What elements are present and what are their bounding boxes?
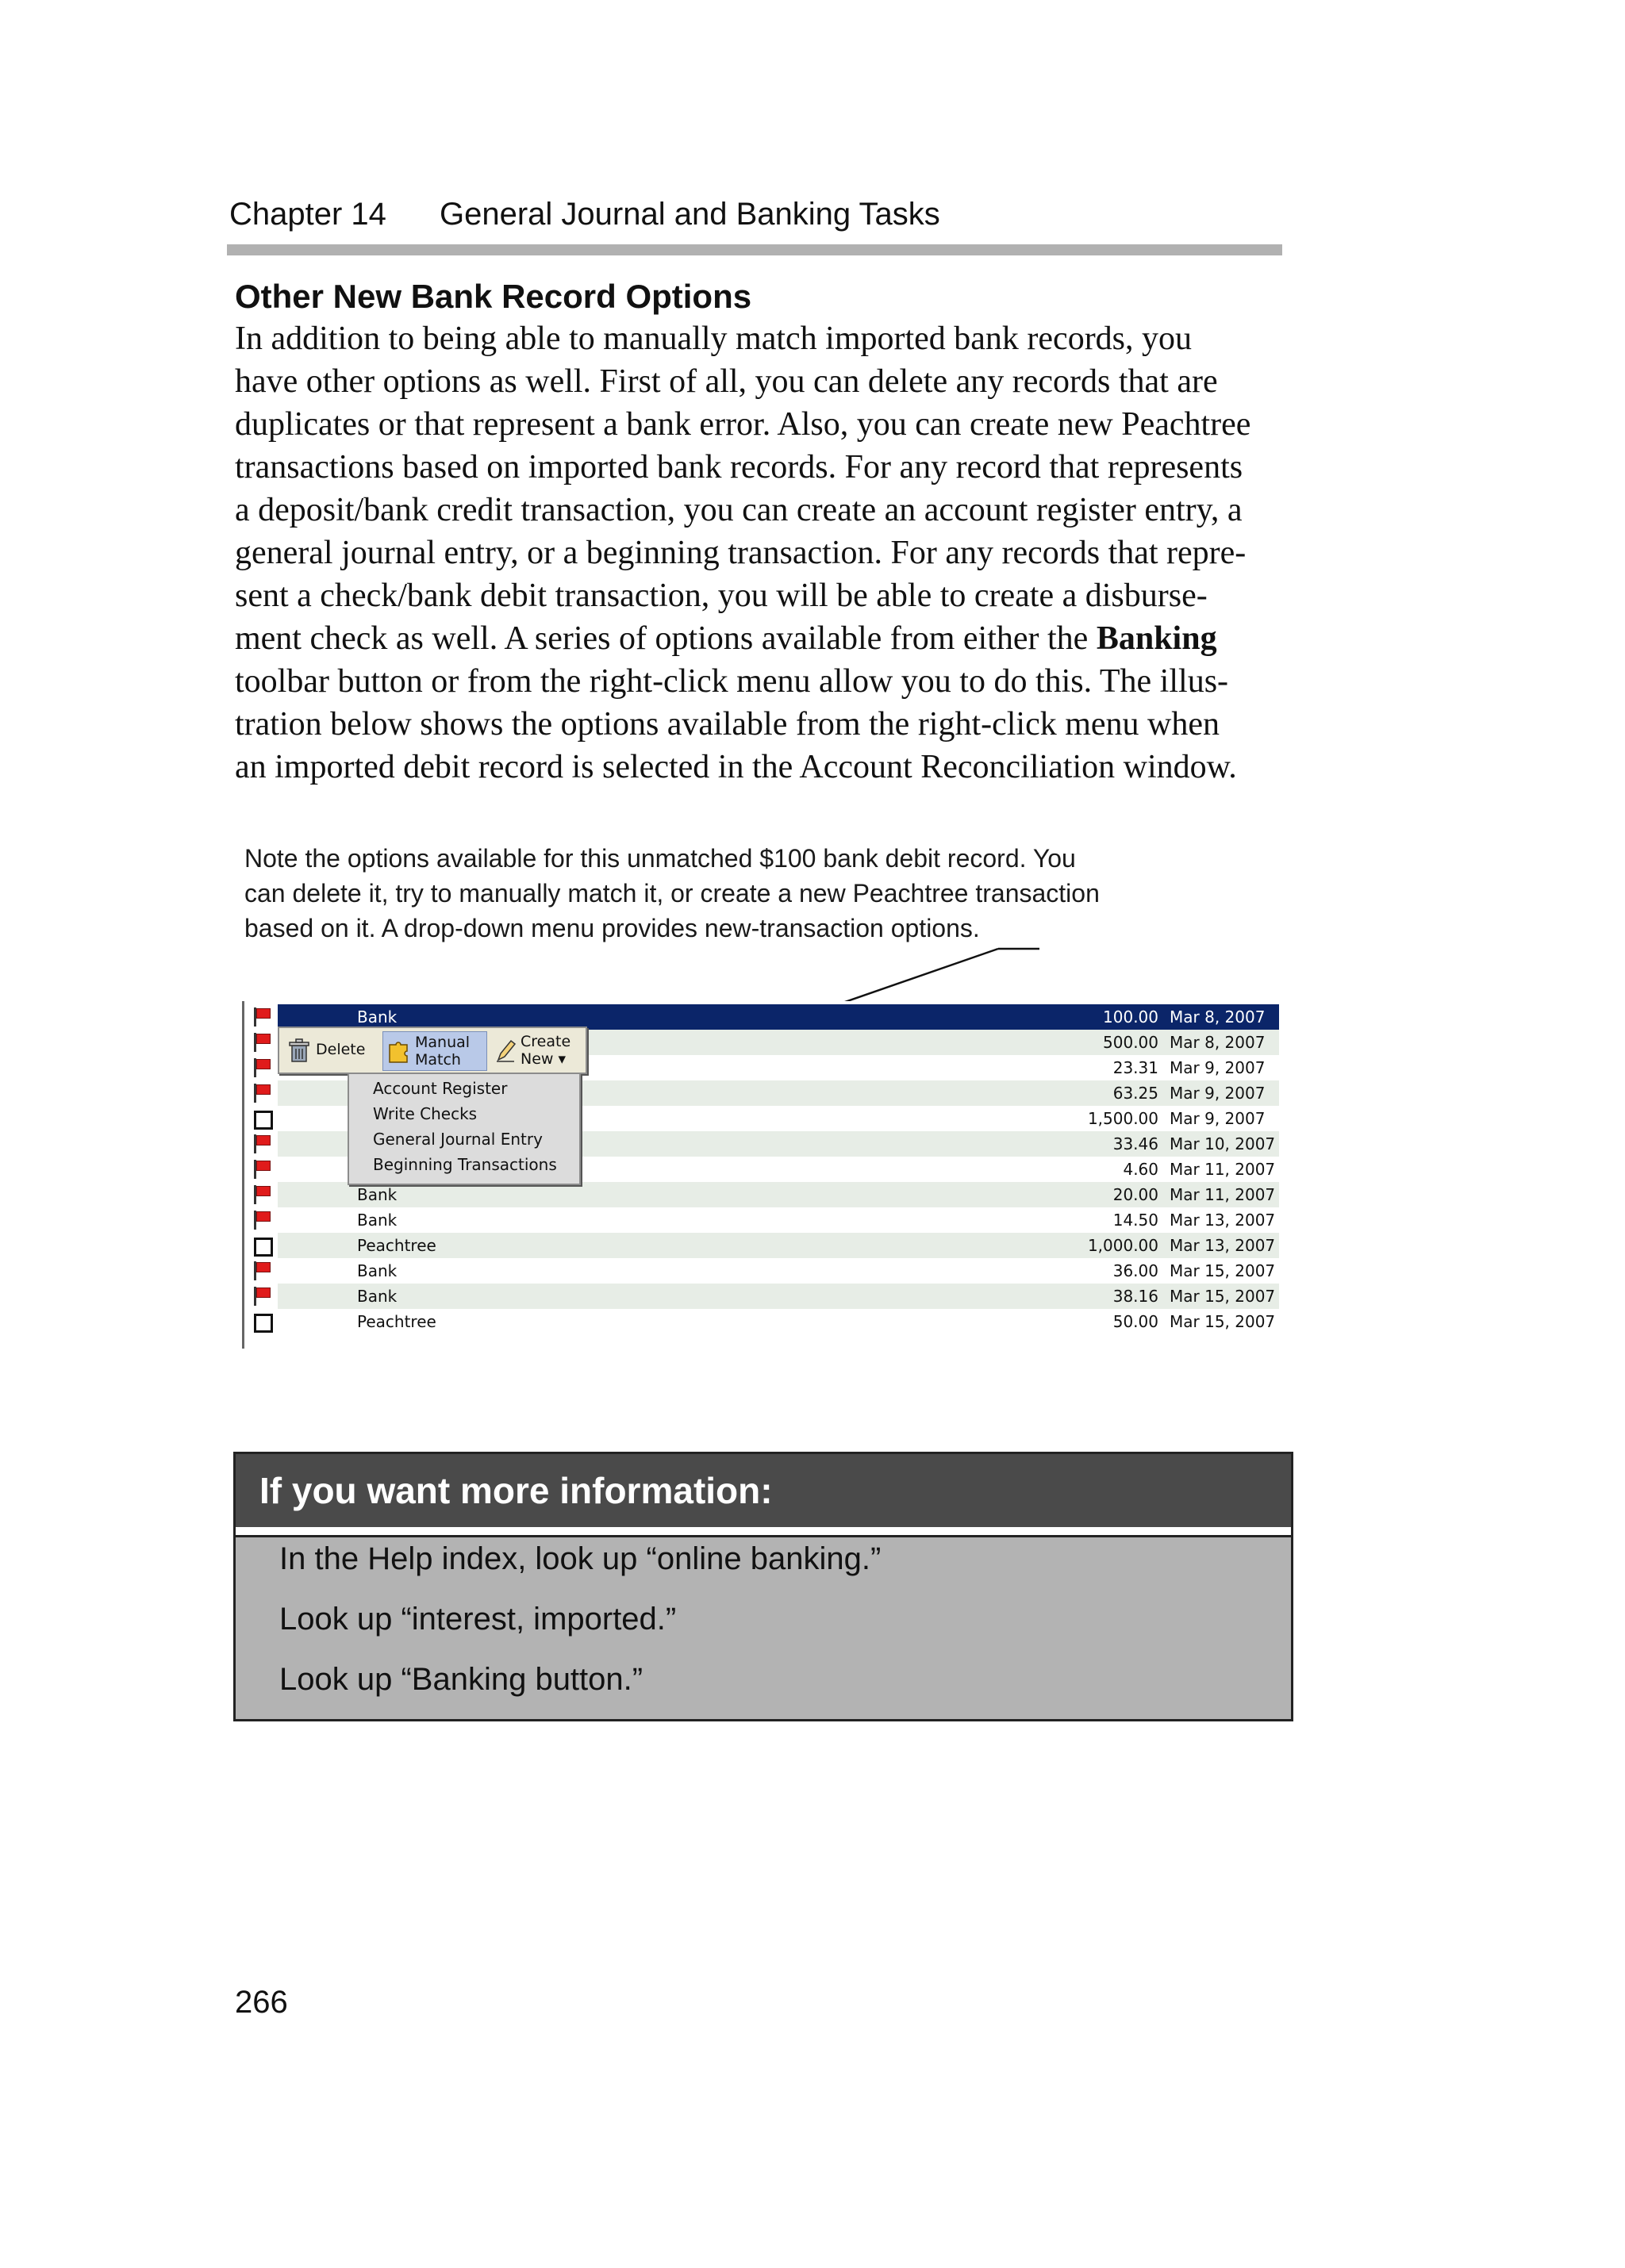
banking-term: Banking [1096,620,1217,657]
more-info-header [236,1454,1291,1527]
manual-match-line1: Manual [415,1034,471,1051]
row-description: Bank [357,1185,398,1204]
body-line: In addition to being able to manually match imported bank records, you [235,320,1193,357]
row-date: Mar 10, 2007 [1170,1134,1276,1153]
row-date: Mar 9, 2007 [1170,1084,1266,1103]
body-line: toolbar button or from the right-click menu allow you to do this. The illus- [235,663,1229,700]
row-date: Mar 8, 2007 [1170,1007,1266,1027]
checkbox-icon[interactable] [252,1236,270,1255]
row-amount: 1,000.00 [1087,1236,1158,1255]
body-line-text: ment check as well. A series of options available from either the [235,620,1097,657]
row-description: Bank [357,1287,398,1306]
create-new-label [521,1033,570,1068]
checkbox-icon[interactable] [252,1312,270,1331]
section-heading: Other New Bank Record Options [235,278,752,315]
create-new-button[interactable] [490,1031,582,1069]
red-flag-icon[interactable] [252,1211,270,1230]
table-row[interactable] [278,1182,1279,1207]
callout-line: based on it. A drop-down menu provides new-transaction options. [244,914,980,942]
row-date: Mar 9, 2007 [1170,1109,1266,1128]
row-amount: 500.00 [1103,1033,1158,1052]
row-date: Mar 15, 2007 [1170,1261,1276,1280]
page-number: 266 [235,1985,288,2020]
trash-icon [287,1038,311,1063]
more-info-heading: If you want more information: [259,1470,773,1511]
delete-button[interactable] [284,1031,378,1069]
red-flag-icon[interactable] [252,1160,270,1179]
row-description: Bank [357,1261,398,1280]
row-date: Mar 8, 2007 [1170,1033,1266,1052]
red-flag-icon[interactable] [252,1007,270,1027]
row-date: Mar 9, 2007 [1170,1058,1266,1077]
red-flag-icon[interactable] [252,1134,270,1153]
red-flag-icon[interactable] [252,1058,270,1077]
body-line: sent a check/bank debit transaction, you will be able to create a disburse- [235,578,1208,614]
row-amount: 50.00 [1112,1312,1158,1331]
row-date: Mar 11, 2007 [1170,1185,1276,1204]
table-row[interactable] [278,1233,1279,1258]
body-line: transactions based on imported bank records. For any record that represents [235,449,1243,485]
body-line: an imported debit record is selected in the Account Reconciliation window. [235,749,1237,785]
body-line: general journal entry, or a beginning transaction. For any records that repre- [235,535,1247,571]
manual-match-label [415,1034,470,1069]
row-amount: 20.00 [1112,1185,1158,1204]
row-amount: 100.00 [1103,1007,1158,1027]
red-flag-icon[interactable] [252,1033,270,1052]
row-description: Peachtree [357,1312,436,1331]
table-row[interactable] [278,1258,1279,1284]
row-description: Peachtree [357,1236,436,1255]
row-amount: 38.16 [1112,1287,1158,1306]
row-amount: 23.31 [1112,1058,1158,1077]
callout-line: can delete it, try to manually match it, or create a new Peachtree transaction [244,879,1100,908]
more-info-box [233,1452,1293,1721]
body-line: a deposit/bank credit transaction, you can create an account register entry, a [235,492,1243,528]
manual-match-button[interactable] [382,1031,487,1071]
more-info-item: In the Help index, look up “online banking.” [279,1541,882,1576]
more-info-divider [236,1527,1291,1537]
table-row[interactable] [278,1309,1279,1334]
table-row[interactable] [278,1207,1279,1233]
menu-item-account-register[interactable]: Account Register [373,1079,508,1098]
row-amount: 14.50 [1112,1211,1158,1230]
context-toolbar [278,1027,587,1074]
body-line: have other options as well. First of all, you can delete any records that are [235,363,1218,400]
row-description: Bank [357,1007,398,1027]
more-info-item: Look up “Banking button.” [279,1662,643,1697]
manual-match-line2: Match [415,1051,461,1069]
create-new-line2: New ▾ [521,1050,567,1068]
create-new-line1: Create [521,1033,571,1050]
row-amount: 63.25 [1112,1084,1158,1103]
menu-item-write-checks[interactable]: Write Checks [373,1104,478,1123]
row-date: Mar 15, 2007 [1170,1312,1276,1331]
puzzle-icon [386,1038,410,1064]
red-flag-icon[interactable] [252,1084,270,1103]
row-amount: 4.60 [1123,1160,1158,1179]
menu-item-beginning-transactions[interactable]: Beginning Transactions [373,1155,557,1174]
red-flag-icon[interactable] [252,1261,270,1280]
row-date: Mar 15, 2007 [1170,1287,1276,1306]
red-flag-icon[interactable] [252,1185,270,1204]
table-row[interactable] [278,1284,1279,1309]
row-date: Mar 13, 2007 [1170,1236,1276,1255]
status-column [241,1001,276,1349]
reconciliation-screenshot [241,1001,1277,1349]
row-description: Bank [357,1211,398,1230]
pencil-icon [494,1038,517,1063]
row-amount: 36.00 [1112,1261,1158,1280]
row-date: Mar 11, 2007 [1170,1160,1276,1179]
callout-line: Note the options available for this unmatched $100 bank debit record. You [244,844,1076,873]
menu-item-general-journal-entry[interactable]: General Journal Entry [373,1130,543,1149]
body-line: duplicates or that represent a bank error. Also, you can create new Peachtree [235,406,1251,443]
red-flag-icon[interactable] [252,1287,270,1306]
create-new-menu [348,1073,581,1185]
delete-label: Delete [316,1041,366,1058]
row-amount: 1,500.00 [1087,1109,1158,1128]
more-info-item: Look up “interest, imported.” [279,1602,677,1637]
running-header-title: General Journal and Banking Tasks [440,197,940,232]
running-header-chapter: Chapter 14 [229,197,386,232]
body-line: tration below shows the options available from the right-click menu when [235,706,1220,743]
row-amount: 33.46 [1112,1134,1158,1153]
checkbox-icon[interactable] [252,1109,270,1128]
row-date: Mar 13, 2007 [1170,1211,1276,1230]
